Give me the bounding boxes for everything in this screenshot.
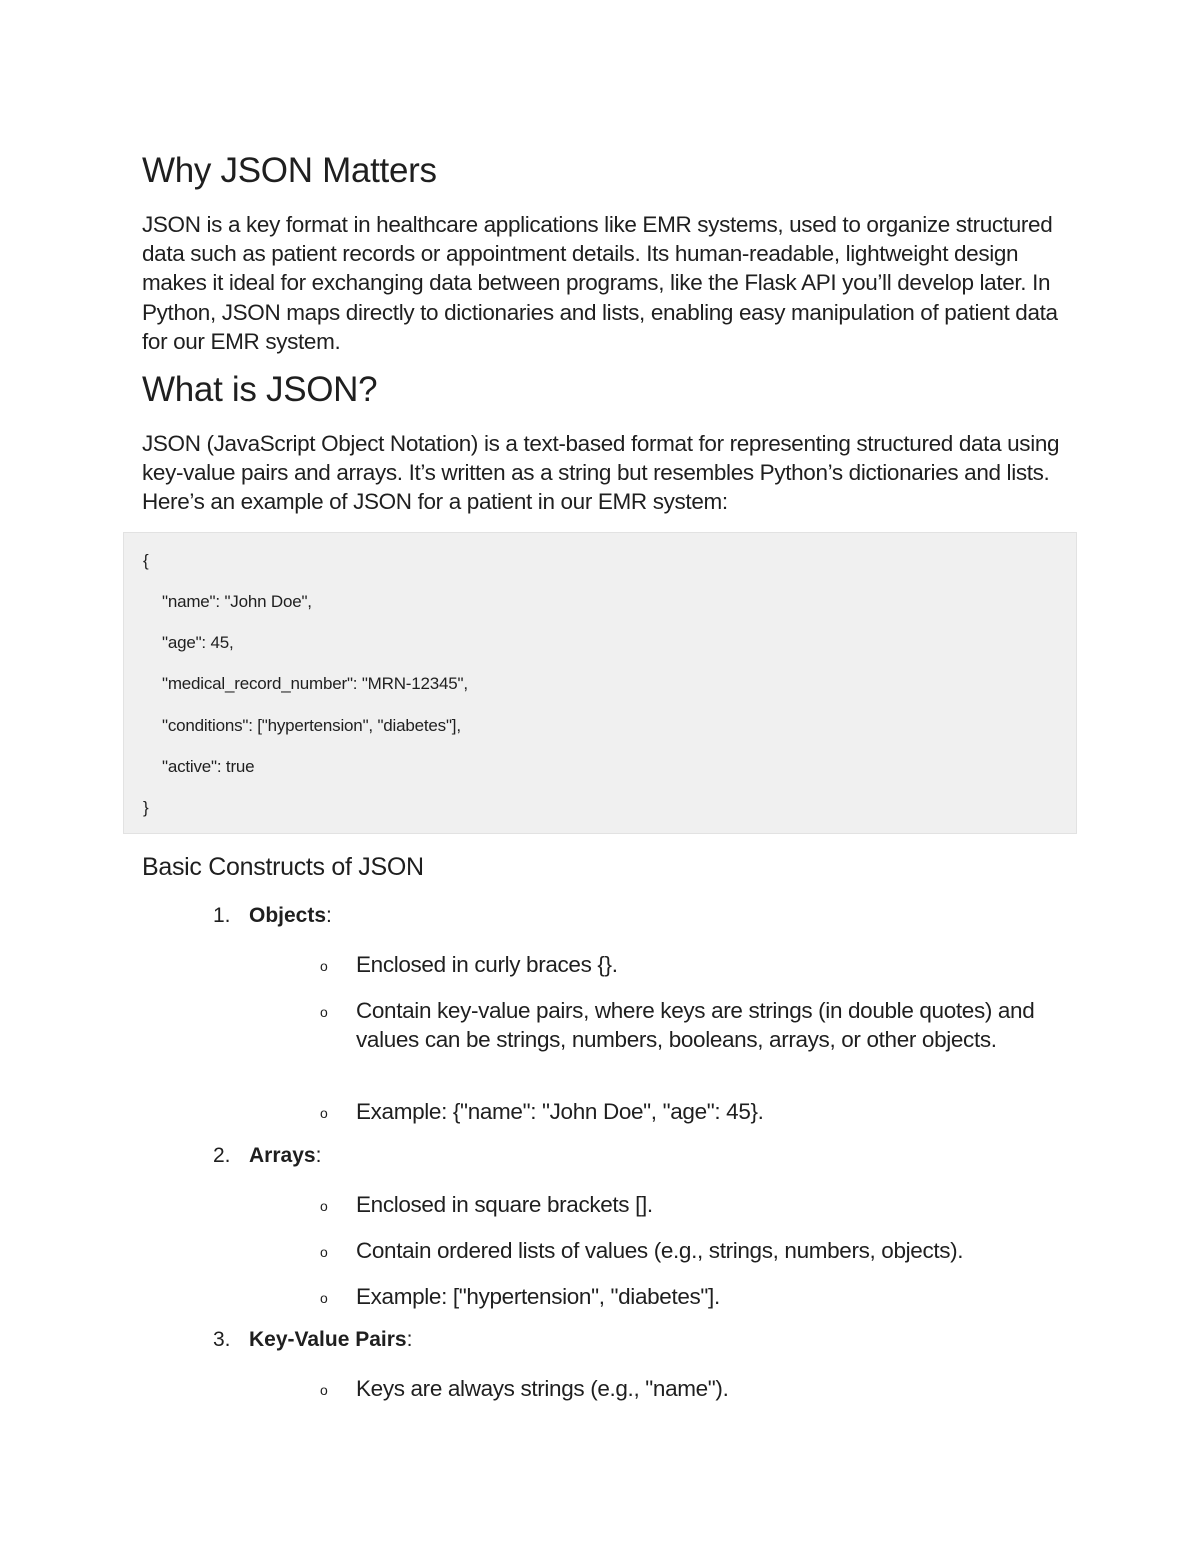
paragraph-what-is-json: JSON (JavaScript Object Notation) is a text-based format for representing structured data using key-value pairs and arrays. It’s written as a string but resembles Python’s dictionaries and lists. Here’s an example of JSON for a patient in our EMR system: [142, 431, 1060, 515]
code-line: "medical_record_number": "MRN-12345", [162, 674, 468, 693]
heading-why-json-matters: Why JSON Matters [142, 151, 437, 190]
heading-what-is-json: What is JSON? [142, 370, 378, 409]
code-line: "conditions": ["hypertension", "diabetes"], [162, 716, 461, 735]
list-label: Key-Value Pairs [249, 1328, 407, 1351]
list-label-suffix: : [326, 904, 332, 927]
list-label-suffix: : [315, 1144, 322, 1167]
hollow-bullet-icon: o [320, 1244, 328, 1260]
hollow-bullet-icon: o [320, 1382, 328, 1398]
heading-basic-constructs: Basic Constructs of JSON [142, 853, 424, 881]
paragraph-why-json-matters: JSON is a key format in healthcare applications like EMR systems, used to organize structured data such as patient records or appointment details. Its human-readable, lightweight design makes it ideal for exchanging data between programs, like the Flask API you’ll develop later. In Python, JSON maps directly to dictionaries and lists, enabling easy manipulation of patient data for our EMR system. [142, 212, 1058, 354]
code-line: "active": true [162, 757, 255, 776]
list-number: 1. [213, 904, 231, 927]
code-line: "age": 45, [162, 633, 234, 652]
bullet-text: Contain key-value pairs, where keys are strings (in double quotes) and values can be strings, numbers, booleans, arrays, or other objects. [356, 998, 1035, 1052]
list-number: 3. [213, 1328, 231, 1351]
list-number: 2. [213, 1144, 231, 1167]
bullet-text: Enclosed in curly braces {}. [356, 952, 618, 977]
bullet-text: Contain ordered lists of values (e.g., strings, numbers, objects). [356, 1238, 964, 1263]
code-line: "name": "John Doe", [162, 592, 312, 611]
bullet-text: Enclosed in square brackets []. [356, 1192, 653, 1217]
bullet-text: Keys are always strings (e.g., "name"). [356, 1376, 729, 1401]
list-label: Arrays [249, 1144, 316, 1167]
list-label: Objects [249, 904, 327, 927]
hollow-bullet-icon: o [320, 1105, 328, 1121]
hollow-bullet-icon: o [320, 958, 328, 974]
bullet-text: Example: {"name": "John Doe", "age": 45}. [356, 1099, 764, 1124]
hollow-bullet-icon: o [320, 1198, 328, 1214]
bullet-text: Example: ["hypertension", "diabetes"]. [356, 1284, 720, 1309]
hollow-bullet-icon: o [320, 1004, 328, 1020]
code-line: { [143, 551, 149, 570]
hollow-bullet-icon: o [320, 1290, 328, 1306]
code-line: } [143, 798, 149, 817]
json-code-block [123, 532, 1077, 834]
list-label-suffix: : [406, 1328, 413, 1351]
